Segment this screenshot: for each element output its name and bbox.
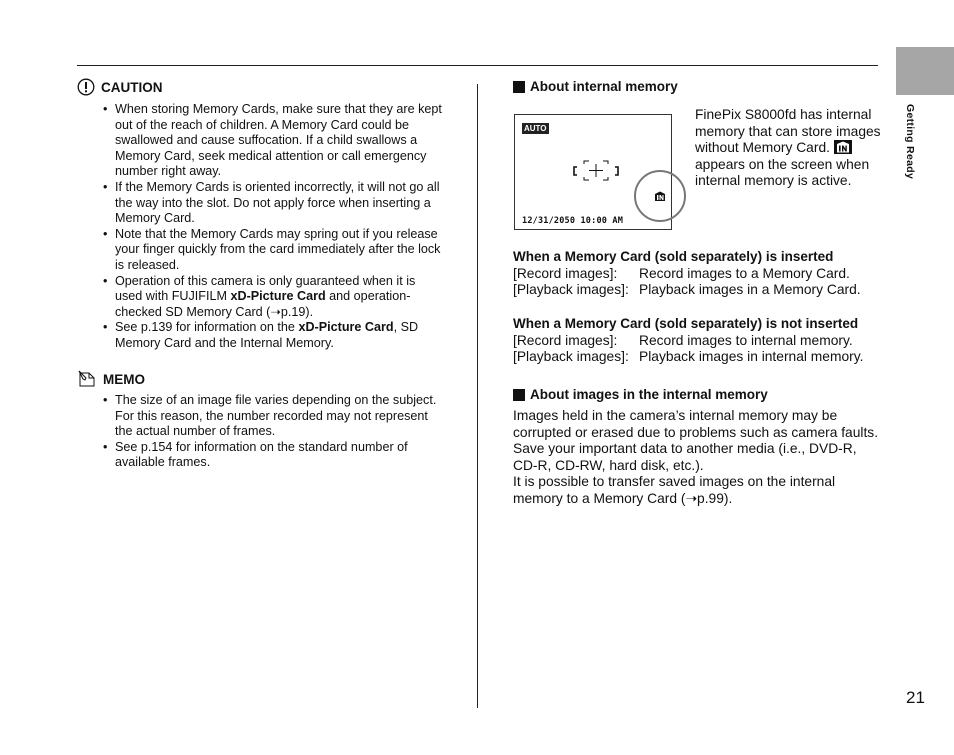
text-run: See p.139 for information on the (115, 320, 299, 335)
intro-text-before: FinePix S8000fd has internal memory that can store images without Memory Card. (695, 107, 881, 155)
text-run: When storing Memory Cards, make sure that they are kept out of the reach of children. A Memory Card could be swallowed and cause suffocation. If a child swallows a Memory Card, seek medical attention or call emergency number right away. (115, 102, 442, 179)
page-number: 21 (906, 688, 925, 707)
internal-memory-inline-icon (834, 140, 852, 154)
card-not-inserted-block (513, 316, 883, 366)
card-inserted-row (513, 282, 883, 299)
row-value: Record images to a Memory Card. (639, 265, 850, 281)
top-rule (77, 65, 878, 66)
internal-memory-heading (513, 79, 678, 94)
caution-list (101, 102, 445, 352)
lcd-date-time: 12/31/2050 10:00 AM (522, 216, 624, 226)
caution-title: CAUTION (101, 79, 163, 95)
row-key: [Record images]: (513, 265, 618, 281)
internal-images-text (513, 408, 881, 507)
card-inserted-title: When a Memory Card (sold separately) is inserted (513, 249, 834, 264)
memo-pencil-icon (77, 369, 97, 389)
list-item (101, 393, 445, 440)
section-square-icon (513, 81, 525, 93)
internal-memory-heading-text: About internal memory (530, 79, 678, 94)
memo-heading (77, 369, 145, 389)
memo-list (101, 393, 445, 471)
card-not-inserted-row (513, 333, 883, 350)
paragraph: It is possible to transfer saved images on the internal memory to a Memory Card (➝p.99). (513, 474, 836, 506)
internal-images-heading (513, 387, 768, 402)
row-key: [Playback images]: (513, 349, 629, 364)
card-inserted-block (513, 249, 883, 299)
list-item (101, 180, 445, 227)
card-inserted-row (513, 266, 883, 283)
row-value: Playback images in a Memory Card. (639, 282, 861, 297)
text-run: , SD Memory Card and the Internal Memory. (115, 320, 419, 350)
lcd-auto-badge: AUTO (524, 124, 547, 133)
paragraph: Images held in the camera’s internal memory may be corrupted or erased due to problems such as camera faults. Save your important data to another media (i.e., DVD-R, CD-R, CD-RW, hard disk, etc.). (513, 408, 879, 473)
column-divider (477, 84, 478, 708)
row-key: [Playback images]: (513, 282, 629, 297)
bold-term: xD-Picture Card (230, 289, 326, 304)
memo-title: MEMO (103, 371, 145, 387)
section-tab (896, 47, 954, 95)
text-run: See p.154 for information on the standard number of available frames. (115, 439, 408, 470)
row-value: Playback images in internal memory. (639, 349, 864, 364)
intro-text-after: appears on the screen when internal memory is active. (695, 156, 870, 188)
text-run: If the Memory Cards is oriented incorrectly, it will not go all the way into the slot. Do not apply force when inserting a Memory Card. (115, 179, 440, 226)
text-run: Operation of this camera is only guaranteed when it is used with FUJIFILM (115, 273, 416, 304)
section-label: Getting Ready (904, 104, 916, 180)
row-value: Record images to internal memory. (639, 332, 853, 348)
list-item (101, 274, 445, 321)
list-item (101, 440, 445, 471)
caution-heading (77, 78, 163, 96)
card-not-inserted-row (513, 349, 883, 366)
list-item (101, 227, 445, 274)
internal-memory-icon (654, 191, 666, 201)
list-item (101, 102, 445, 180)
bold-term: xD-Picture Card (298, 320, 394, 335)
internal-memory-intro (695, 107, 885, 190)
focus-frame-icon (571, 159, 621, 189)
text-run: Note that the Memory Cards may spring out if you release your finger quickly from the card immediately after the lock is released. (115, 226, 441, 272)
caution-icon (77, 78, 95, 96)
row-key: [Record images]: (513, 332, 618, 348)
section-square-icon (513, 389, 525, 401)
card-not-inserted-title: When a Memory Card (sold separately) is not inserted (513, 316, 859, 331)
text-run: The size of an image file varies depending on the subject. For this reason, the number recorded may not represent the actual number of frames. (115, 393, 437, 439)
text-run: and operation-checked SD Memory Card (➝p.19). (115, 289, 411, 319)
list-item (101, 320, 445, 351)
internal-images-heading-text: About images in the internal memory (530, 387, 768, 402)
